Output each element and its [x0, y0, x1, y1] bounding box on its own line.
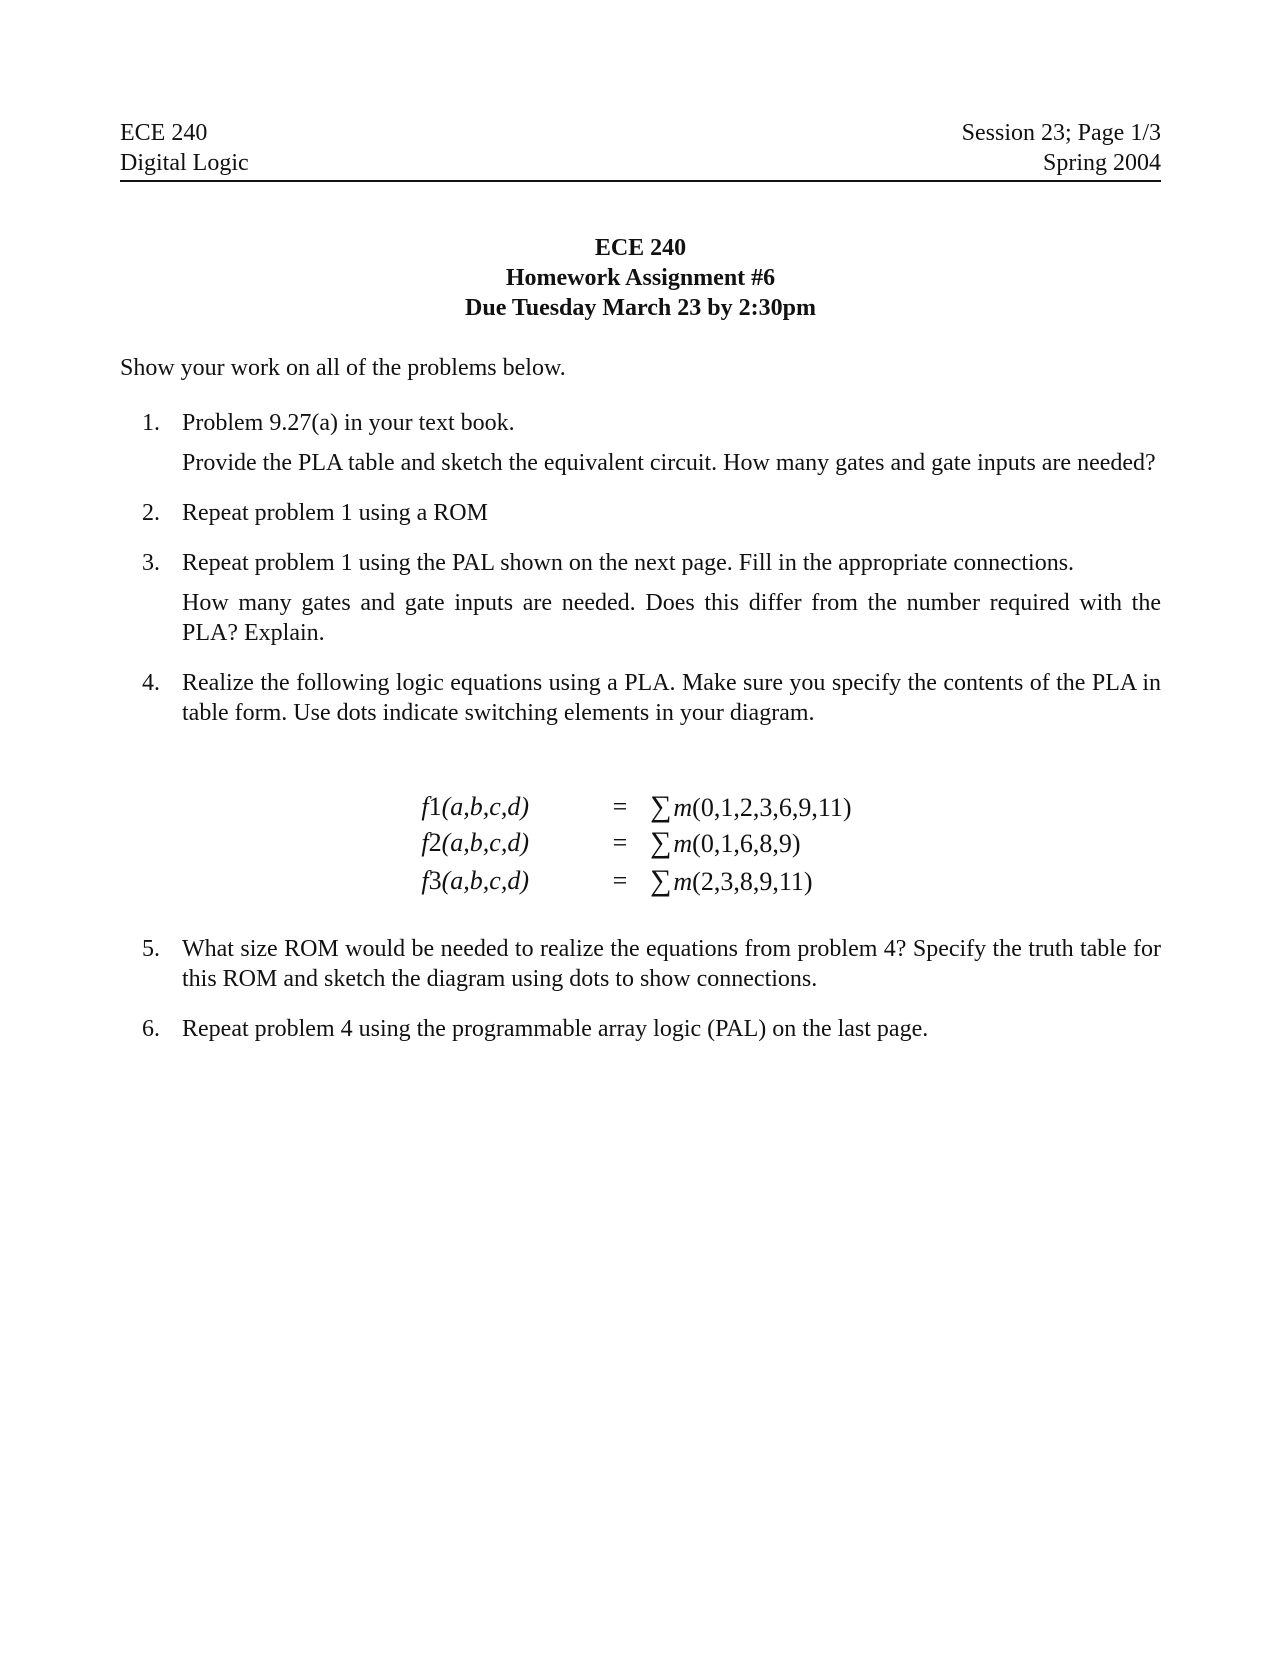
equals-sign: =	[612, 828, 628, 857]
problem-text: Problem 9.27(a) in your text book.	[182, 410, 515, 436]
problem-item	[120, 934, 1161, 994]
problem-number: 1.	[142, 410, 160, 436]
equation-row	[120, 828, 1161, 864]
problem-number: 5.	[142, 936, 160, 962]
equation-block	[120, 792, 1161, 896]
intro-text: Show your work on all of the problems below.	[120, 355, 566, 381]
problem-text: Repeat problem 4 using the programmable array logic (PAL) on the last page.	[182, 1016, 929, 1042]
equation-lhs: f3(a,b,c,d)	[421, 866, 529, 895]
sigma-symbol: ∑	[650, 864, 672, 897]
session-page: Session 23; Page 1/3	[961, 120, 1161, 146]
sigma-symbol: ∑	[650, 826, 672, 859]
equation-rhs: ∑m(2,3,8,9,11)	[650, 864, 813, 897]
title-line-1: ECE 240	[594, 235, 687, 261]
header-right	[962, 118, 1161, 178]
document-title	[120, 233, 1161, 323]
sigma-symbol: ∑	[650, 790, 672, 823]
problem-number: 6.	[142, 1016, 160, 1042]
problem-item	[120, 408, 1161, 478]
problem-item	[120, 1014, 1161, 1044]
semester: Spring 2004	[1042, 150, 1161, 176]
problem-text: Repeat problem 1 using the PAL shown on the next page. Fill in the appropriate connections.	[182, 550, 1075, 576]
course-name: Digital Logic	[120, 150, 249, 176]
equation-lhs: f2(a,b,c,d)	[421, 828, 529, 857]
problem-text: Repeat problem 1 using a ROM	[182, 500, 488, 526]
problem-text: Provide the PLA table and sketch the equivalent circuit. How many gates and gate inputs are needed?	[182, 450, 1156, 476]
course-code: ECE 240	[120, 120, 208, 146]
problem-text: What size ROM would be needed to realize the equations from problem 4? Specify the truth table for this ROM and sketch the diagram using dots to show connections.	[182, 936, 1161, 992]
equals-sign: =	[612, 866, 628, 895]
title-line-3: Due Tuesday March 23 by 2:30pm	[465, 295, 816, 321]
title-line-2: Homework Assignment #6	[505, 265, 776, 291]
problem-list	[120, 408, 1161, 1044]
problem-item	[120, 548, 1161, 648]
equation-rhs: ∑m(0,1,6,8,9)	[650, 826, 801, 859]
header-left	[120, 118, 249, 178]
problem-text: How many gates and gate inputs are needed. Does this differ from the number required with the PLA? Explain.	[182, 590, 1161, 646]
equation-row	[120, 792, 1161, 828]
equation-rhs: ∑m(0,1,2,3,6,9,11)	[650, 790, 852, 823]
equation-row	[120, 866, 1161, 902]
problem-item	[120, 498, 1161, 528]
problem-item	[120, 668, 1161, 728]
problem-number: 4.	[142, 670, 160, 696]
problem-text: Realize the following logic equations using a PLA. Make sure you specify the contents of the PLA in table form. Use dots indicate switching elements in your diagram.	[182, 670, 1161, 726]
problem-number: 3.	[142, 550, 160, 576]
equation-lhs: f1(a,b,c,d)	[421, 792, 529, 821]
problem-number: 2.	[142, 500, 160, 526]
equals-sign: =	[612, 792, 628, 821]
page-header	[120, 118, 1161, 182]
equation-block-wrapper	[120, 792, 1161, 896]
